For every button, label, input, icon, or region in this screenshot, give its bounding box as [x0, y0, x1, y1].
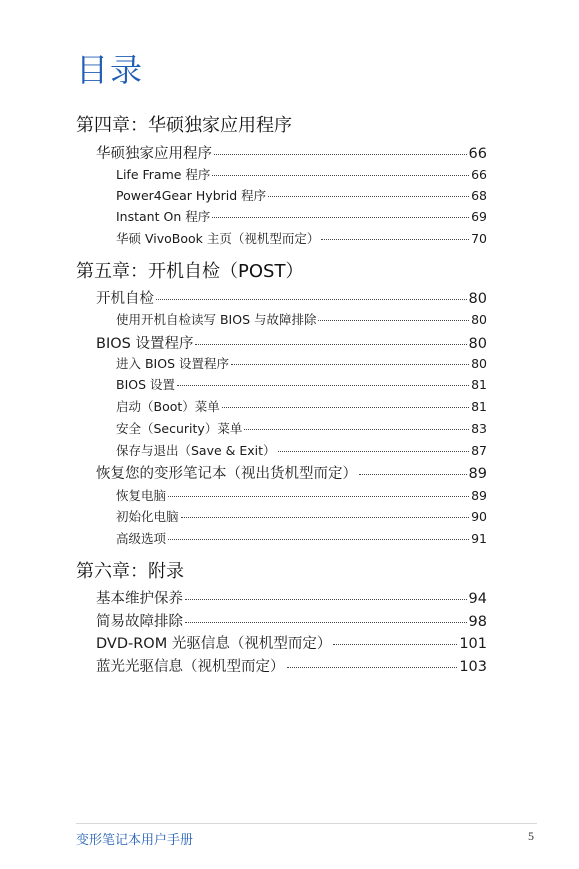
- toc-entry-label: 基本维护保养: [96, 591, 183, 607]
- toc-entry[interactable]: [116, 165, 487, 183]
- toc-leader-dots: [231, 364, 469, 365]
- toc-entry-label: 安全（Security）菜单: [116, 421, 243, 436]
- toc-entry[interactable]: [116, 229, 487, 247]
- chapter-4-heading: 第四章：华硕独家应用程序: [76, 115, 292, 136]
- toc-entry[interactable]: [116, 529, 487, 547]
- toc-entry-label: BIOS 设置程序: [96, 336, 194, 352]
- toc-entry-page: 101: [459, 636, 487, 652]
- toc-entry-page: 83: [471, 421, 487, 436]
- chapter-5-heading: 第五章：开机自检（POST）: [76, 261, 304, 282]
- toc-entry-label: 恢复您的变形笔记本（视出货机型而定）: [96, 466, 357, 482]
- toc-entry[interactable]: [116, 507, 487, 525]
- toc-leader-dots: [268, 196, 469, 197]
- toc-entry-page: 69: [471, 209, 487, 224]
- toc-entry-page: 91: [471, 531, 487, 546]
- toc-leader-dots: [185, 622, 467, 623]
- footer-page-number: 5: [528, 829, 534, 843]
- toc-leader-dots: [359, 474, 467, 475]
- toc-entry[interactable]: [116, 310, 487, 328]
- toc-entry[interactable]: [116, 397, 487, 415]
- toc-entry[interactable]: [96, 655, 487, 676]
- toc-leader-dots: [244, 429, 469, 430]
- toc-entry[interactable]: [96, 587, 487, 608]
- toc-leader-dots: [212, 175, 469, 176]
- toc-entry[interactable]: [96, 287, 487, 308]
- toc-entry-label: 使用开机自检读写 BIOS 与故障排除: [116, 312, 317, 327]
- toc-entry-page: 80: [468, 336, 487, 352]
- chapter-6-heading: 第六章：附录: [76, 561, 184, 582]
- toc-entry[interactable]: [116, 207, 487, 225]
- toc-entry-page: 89: [468, 466, 487, 482]
- toc-leader-dots: [168, 496, 469, 497]
- toc-leader-dots: [333, 644, 457, 645]
- toc-entry-page: 87: [471, 443, 487, 458]
- toc-leader-dots: [195, 344, 466, 345]
- toc-entry-label: Life Frame 程序: [116, 167, 211, 182]
- toc-entry-label: 进入 BIOS 设置程序: [116, 356, 229, 371]
- toc-entry-label: 初始化电脑: [116, 509, 179, 524]
- toc-entry[interactable]: [96, 632, 487, 653]
- toc-entry-label: DVD-ROM 光驱信息（视机型而定）: [96, 636, 332, 652]
- toc-entry[interactable]: [116, 186, 487, 204]
- toc-entry[interactable]: [116, 419, 487, 437]
- toc-entry[interactable]: [116, 486, 487, 504]
- toc-entry-page: 94: [468, 591, 487, 607]
- toc-leader-dots: [156, 299, 467, 300]
- toc-entry-label: BIOS 设置: [116, 377, 176, 392]
- toc-entry-label: 启动（Boot）菜单: [116, 399, 220, 414]
- toc-entry-page: 81: [471, 399, 487, 414]
- toc-entry-page: 80: [471, 356, 487, 371]
- toc-entry-page: 98: [468, 614, 487, 630]
- toc-entry[interactable]: [96, 610, 487, 631]
- toc-entry-label: 蓝光光驱信息（视机型而定）: [96, 659, 285, 675]
- toc-entry-label: 高级选项: [116, 531, 167, 546]
- toc-entry[interactable]: [116, 354, 487, 372]
- toc-entry-page: 70: [471, 231, 487, 246]
- toc-leader-dots: [214, 154, 467, 155]
- toc-entry-page: 81: [471, 377, 487, 392]
- toc-entry-page: 89: [471, 488, 487, 503]
- toc-leader-dots: [181, 517, 470, 518]
- toc-entry-page: 80: [471, 312, 487, 327]
- toc-entry[interactable]: [96, 142, 487, 163]
- toc-leader-dots: [185, 599, 467, 600]
- toc-leader-dots: [321, 239, 469, 240]
- toc-leader-dots: [222, 407, 469, 408]
- toc-leader-dots: [278, 451, 470, 452]
- toc-entry-page: 66: [471, 167, 487, 182]
- toc-entry-page: 80: [468, 291, 487, 307]
- toc-entry-label: 华硕独家应用程序: [96, 146, 212, 162]
- toc-leader-dots: [318, 320, 469, 321]
- toc-leader-dots: [212, 217, 469, 218]
- toc-entry[interactable]: [116, 375, 487, 393]
- toc-entry-page: 66: [468, 146, 487, 162]
- toc-entry-label: Instant On 程序: [116, 209, 211, 224]
- toc-entry-page: 68: [471, 188, 487, 203]
- footer-divider: [76, 823, 537, 824]
- toc-entry[interactable]: [116, 441, 487, 459]
- toc-leader-dots: [168, 539, 469, 540]
- footer-title: 变形笔记本用户手册: [76, 833, 194, 848]
- toc-entry-label: 保存与退出（Save & Exit）: [116, 443, 276, 458]
- toc-entry-label: 开机自检: [96, 291, 154, 307]
- toc-entry[interactable]: [96, 462, 487, 483]
- toc-entry[interactable]: [96, 332, 487, 353]
- toc-entry-page: 103: [459, 659, 487, 675]
- toc-entry-page: 90: [471, 509, 487, 524]
- toc-entry-label: Power4Gear Hybrid 程序: [116, 188, 267, 203]
- toc-entry-label: 恢复电脑: [116, 488, 167, 503]
- toc-leader-dots: [287, 667, 458, 668]
- page-title: 目录: [76, 51, 145, 89]
- toc-leader-dots: [177, 385, 469, 386]
- toc-entry-label: 简易故障排除: [96, 614, 183, 630]
- toc-entry-label: 华硕 VivoBook 主页（视机型而定）: [116, 231, 320, 246]
